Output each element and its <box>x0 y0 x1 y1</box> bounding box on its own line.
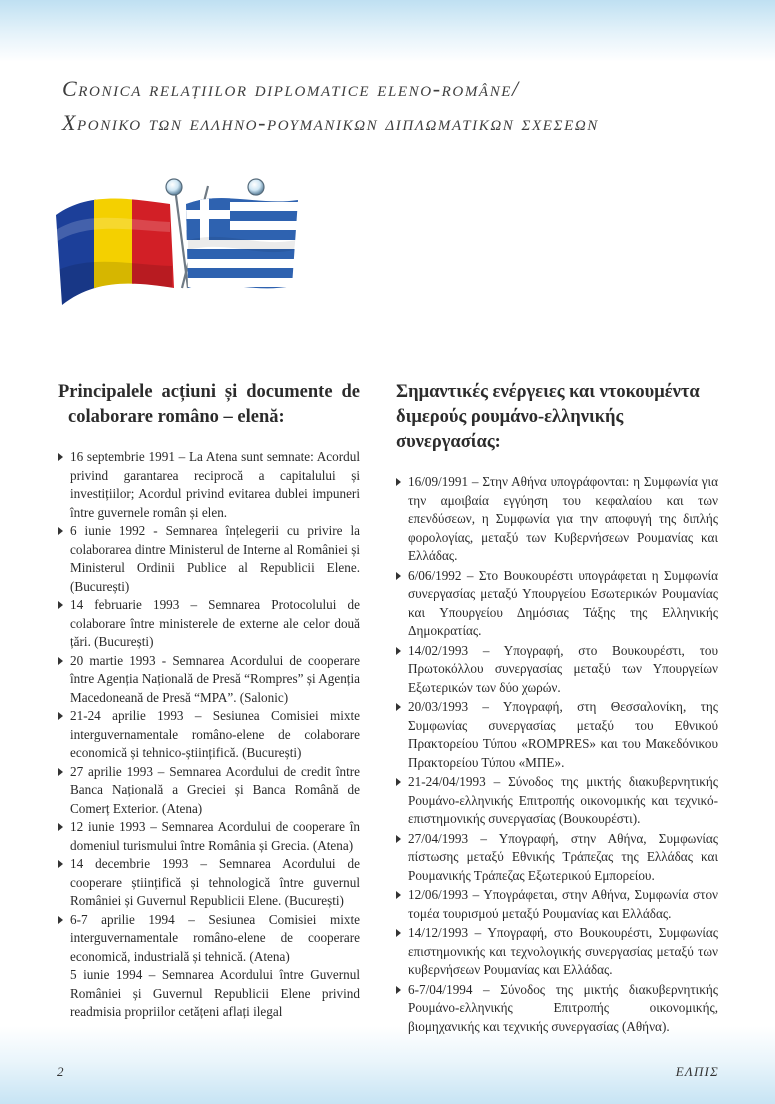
chevron-right-icon <box>396 986 401 994</box>
list-item: 12 iunie 1993 – Semnarea Acordului de cooperare în domeniul turismului între România și Grecia. (Atena) <box>58 818 360 855</box>
chevron-right-icon <box>58 712 63 720</box>
list-item: 20 martie 1993 - Semnarea Acordului de cooperare între Agenția Națională de Presă “Rompres” și Agenția Macedoneană de Presă “MPA”. (Salonic) <box>58 652 360 708</box>
bottom-gradient-band <box>0 1026 775 1104</box>
right-column-greek <box>396 380 718 1037</box>
list-item: 14/02/1993 – Υπογραφή, στο Βουκουρέστι, του Πρωτοκόλλου συνεργασίας μεταξύ των Υπουργείων Εξωτερικών των δύο χωρών. <box>396 642 718 698</box>
list-item: 6-7/04/1994 – Σύνοδος της μικτής διακυβερνητικής Ρουμάνο-ελληνικής Επιτροπής οικονομικής, βιομηχανικής και τεχνικής συνεργασίας (Αθήνα). <box>396 981 718 1037</box>
chevron-right-icon <box>396 703 401 711</box>
list-item: 16/09/1991 – Στην Αθήνα υπογράφονται: η Συμφωνία για την αμοιβαία εγγύηση του κεφαλαίου και των επενδύσεων, η Συμφωνία για την αποφυγή της διπλής φορολογίας, μεταξύ των Κυβερνήσεων Ρουμανίας και Ελλάδας. <box>396 473 718 566</box>
title-greek: Χρονικο των ελληνο-ρουμανικων διπλωματικων σχεσεων <box>62 110 599 135</box>
chevron-right-icon <box>58 768 63 776</box>
left-column-romanian <box>58 380 360 1022</box>
chevron-right-icon <box>396 647 401 655</box>
list-item: 6/06/1992 – Στο Βουκουρέστι υπογράφεται η Συμφωνία συνεργασίας μεταξύ Υπουργείου Εσωτερικών Ρουμανίας και Υπουργείου Δημόσιας Τάξης της Ελληνικής Δημοκρατίας. <box>396 567 718 641</box>
list-item: 16 septembrie 1991 – La Atena sunt semnate: Acordul privind garantarea reciprocă a capitalului și investițiilor; Acordul privind evitarea dublei impuneri între guvernele român și elen. <box>58 448 360 522</box>
list-item: 14 decembrie 1993 – Semnarea Acordului de cooperare științifică și tehnologică între guvernul României și Guvernul Republicii Elene. (București) <box>58 855 360 911</box>
list-item: 5 iunie 1994 – Semnarea Acordului între Guvernul României și Guvernul Republicii Elene privind readmisia propriilor cetățeni aflați ilegal <box>70 967 360 1019</box>
page-number: 2 <box>57 1064 64 1079</box>
chevron-right-icon <box>396 778 401 786</box>
list-item: 6-7 aprilie 1994 – Sesiunea Comisiei mixte interguvernamentale româno-elene de cooperare economică, industrială și tehnică. (Atena) <box>58 911 360 967</box>
chevron-right-icon <box>58 916 63 924</box>
left-event-list <box>58 448 360 1022</box>
chevron-right-icon <box>58 527 63 535</box>
left-heading: Principalele acțiuni și documente de colaborare româno – elenă: <box>58 382 360 427</box>
list-item: 12/06/1993 – Υπογράφεται, στην Αθήνα, Συμφωνία στον τομέα τουρισμού μεταξύ Ρουμανίας και Ελλάδας. <box>396 886 718 923</box>
list-item: 21-24/04/1993 – Σύνοδος της μικτής διακυβερνητικής Ρουμάνο-ελληνικής Επιτροπής οικονομικής και τεχνικό-επιστημονικής συνεργασίας (Βουκουρέστι). <box>396 773 718 829</box>
chevron-right-icon <box>396 478 401 486</box>
right-heading: Σημαντικές ενέργειες και ντοκουμέντα διμερούς ρουμάνο-ελληνικής συνεργασίας: <box>396 382 700 452</box>
top-gradient-band <box>0 0 775 62</box>
list-item: 14 februarie 1993 – Semnarea Protocolului de colaborare între ministerele de externe ale celor două țări. (București) <box>58 596 360 652</box>
list-item: 27/04/1993 – Υπογραφή, στην Αθήνα, Συμφωνίας πίστωσης μεταξύ Εθνικής Τράπεζας της Ελλάδας και Ρουμανικής Τράπεζας Εξωτερικού Εμπορείου. <box>396 830 718 886</box>
romania-greece-flags-icon <box>48 170 306 320</box>
chevron-right-icon <box>396 572 401 580</box>
chevron-right-icon <box>396 929 401 937</box>
list-item: 21-24 aprilie 1993 – Sesiunea Comisiei mixte interguvernamentale româno-elene de colaborare economică și tehnico-științifică. (București) <box>58 707 360 763</box>
page-title <box>62 76 599 138</box>
list-item: 20/03/1993 – Υπογραφή, στη Θεσσαλονίκη, της Συμφωνίας συνεργασίας μεταξύ του Εθνικού Πρακτορείου Τύπου «ROMPRES» και του Μακεδόνικου Πρακτορείου Τύπου «ΜΠΕ». <box>396 698 718 772</box>
list-item: 14/12/1993 – Υπογραφή, στο Βουκουρέστι, Συμφωνίας επιστημονικής και τεχνολογικής συνεργασίας μεταξύ των κυβερνήσεων Ρουμανίας και Ελλάδας. <box>396 924 718 980</box>
chevron-right-icon <box>396 835 401 843</box>
footer-brand: ΕΛΠΙΣ <box>675 1064 719 1079</box>
list-item: 27 aprilie 1993 – Semnarea Acordului de credit între Banca Națională a Greciei și Banca Română de Comerț Exterior. (Atena) <box>58 763 360 819</box>
chevron-right-icon <box>58 860 63 868</box>
chevron-right-icon <box>58 657 63 665</box>
right-event-list <box>396 473 718 1036</box>
list-item: 6 iunie 1992 - Semnarea înțelegerii cu privire la colaborarea dintre Ministerul de Interne al României și Ministerul Ordinii Publice al Republicii Elene. (București) <box>58 522 360 596</box>
chevron-right-icon <box>396 891 401 899</box>
title-romanian: Cronica relațiilor diplomatice eleno-române/ <box>62 76 520 101</box>
chevron-right-icon <box>58 601 63 609</box>
chevron-right-icon <box>58 453 63 461</box>
chevron-right-icon <box>58 823 63 831</box>
